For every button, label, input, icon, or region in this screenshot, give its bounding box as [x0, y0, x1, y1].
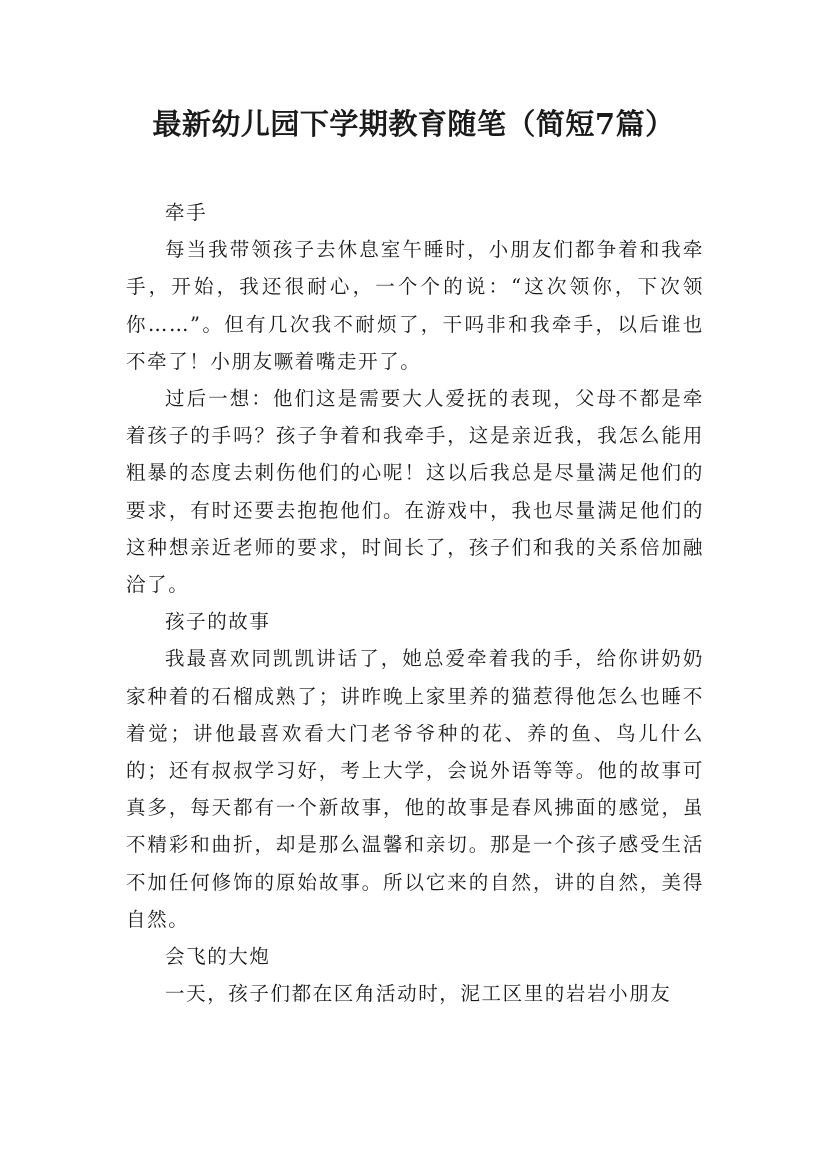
section-heading-huifei-de-dapao: 会飞的大炮	[165, 945, 271, 969]
document-title: 最新幼儿园下学期教育随笔（简短7篇）	[152, 107, 675, 141]
paragraph: 过后一想：他们这是需要大人爱抚的表现，父母不都是牵着孩子的手吗？孩子争着和我牵手，这是亲近我，我怎么能用粗暴的态度去刺伤他们的心呢！这以后我总是尽量满足他们的要求，有时还要去抱抱他们。在游戏中，我也尽量满足他们的这种想亲近老师的要求，时间长了，孩子们和我的关系倍加融洽了。	[126, 387, 704, 597]
section-heading-haizi-de-gushi: 孩子的故事	[165, 610, 271, 634]
paragraph: 一天，孩子们都在区角活动时，泥工区里的岩岩小朋友	[165, 982, 672, 1006]
paragraph: 每当我带领孩子去休息室午睡时，小朋友们都争着和我牵手，开始，我还很耐心，一个个的说：“这次领你，下次领你……”。但有几次我不耐烦了，干吗非和我牵手，以后谁也不牵了！小朋友噘着嘴走开了。	[126, 238, 704, 373]
section-heading-qianshou: 牵手	[165, 201, 208, 224]
document-body	[126, 194, 704, 1012]
paragraph: 我最喜欢同凯凯讲话了，她总爱牵着我的手，给你讲奶奶家种着的石榴成熟了；讲昨晚上家里养的猫惹得他怎么也睡不着觉；讲他最喜欢看大门老爷爷种的花、养的鱼、鸟儿什么的；还有叔叔学习好，考上大学，会说外语等等。他的故事可真多，每天都有一个新故事，他的故事是春风拂面的感觉，虽不精彩和曲折，却是那么温馨和亲切。那是一个孩子感受生活不加任何修饰的原始故事。所以它来的自然，讲的自然，美得自然。	[126, 647, 704, 931]
